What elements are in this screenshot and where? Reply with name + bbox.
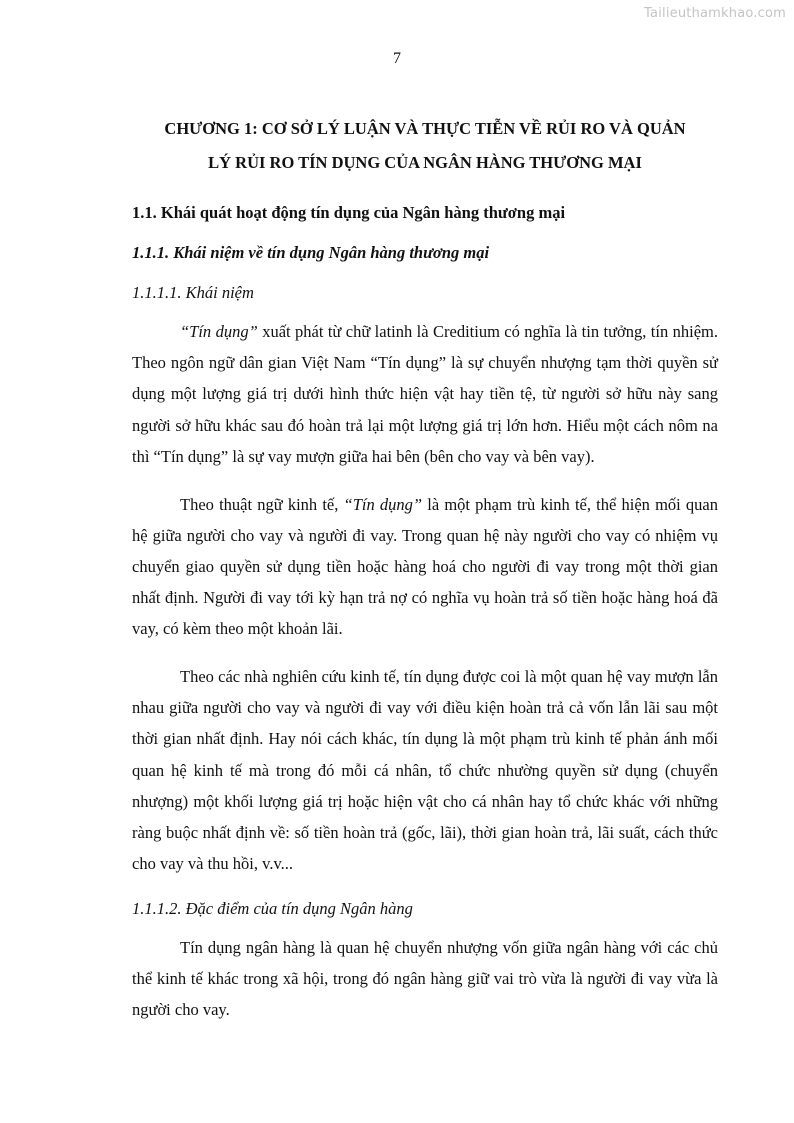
- term-tin-dung: “Tín dụng”: [343, 494, 423, 514]
- paragraph-researchers: Theo các nhà nghiên cứu kinh tế, tín dụng được coi là một quan hệ vay mượn lẫn nhau giữa người cho vay và người đi vay với điều kiện hoàn trả cả vốn lẫn lãi sau một thời gian nhất định. Hay nói cách khác, tín dụng là một phạm trù kinh tế phản ánh mối quan hệ kinh tế mà trong đó mỗi cá nhân, tổ chức nhường quyền sử dụng (chuyển nhượng) một khối lượng giá trị hoặc hiện vật cho cá nhân hay tổ chức khác với những ràng buộc nhất định về: số tiền hoàn trả (gốc, lãi), thời gian hoàn trả, lãi suất, cách thức cho vay và thu hồi, v.v...: [132, 667, 718, 874]
- paragraph-definition: [132, 316, 718, 472]
- section-heading-1-1-1: 1.1.1. Khái niệm về tín dụng Ngân hàng thương mại: [132, 243, 490, 262]
- paragraph-text: xuất phát từ chữ latinh là Creditium có nghĩa là tin tưởng, tín nhiệm. Theo ngôn ngữ dân gian Việt Nam “Tín dụng” là sự chuyển nhượng tạm thời quyền sử dụng một lượng giá trị dưới hình thức hiện vật hay tiền tệ, từ người sở hữu này sang người sở hữu khác sau đó hoàn trả lại một lượng giá trị lớn hơn. Hiểu một cách nôm na thì “Tín dụng” là sự vay mượn giữa hai bên (bên cho vay và bên vay).: [132, 322, 718, 466]
- chapter-title: [116, 112, 734, 180]
- chapter-title-line-2: LÝ RỦI RO TÍN DỤNG CỦA NGÂN HÀNG THƯƠNG MẠI: [208, 153, 642, 172]
- watermark-text: Tailieuthamkhao.com: [644, 6, 786, 21]
- paragraph-text: là một phạm trù kinh tế, thể hiện mối quan hệ giữa người cho vay và người đi vay. Trong quan hệ này người cho vay có nhiệm vụ chuyển giao quyền sử dụng tiền hoặc hàng hoá cho người đi vay trong một thời gian nhất định. Người đi vay tới kỳ hạn trả nợ có nghĩa vụ hoàn trả số tiền hoặc hàng hoá đã vay, có kèm theo một khoản lãi.: [132, 494, 718, 639]
- section-heading-1-1-1-1: 1.1.1.1. Khái niệm: [132, 283, 254, 302]
- paragraph-bank-credit: Tín dụng ngân hàng là quan hệ chuyển nhượng vốn giữa ngân hàng với các chủ thể kinh tế khác trong xã hội, trong đó ngân hàng giữ vai trò vừa là người đi vay vừa là người cho vay.: [132, 937, 718, 1020]
- paragraph-economic-term: [132, 489, 718, 645]
- section-heading-1-1-1-2: 1.1.1.2. Đặc điểm của tín dụng Ngân hàng: [132, 898, 413, 918]
- paragraph-text: Theo thuật ngữ kinh tế,: [180, 494, 344, 514]
- document-body: [132, 112, 718, 1042]
- section-heading-1-1: 1.1. Khái quát hoạt động tín dụng của Ngân hàng thương mại: [132, 203, 566, 222]
- term-tin-dung: “Tín dụng”: [180, 322, 258, 341]
- chapter-title-line-1: CHƯƠNG 1: CƠ SỞ LÝ LUẬN VÀ THỰC TIỄN VỀ RỦI RO VÀ QUẢN: [164, 119, 686, 138]
- page-number: 7: [393, 50, 401, 67]
